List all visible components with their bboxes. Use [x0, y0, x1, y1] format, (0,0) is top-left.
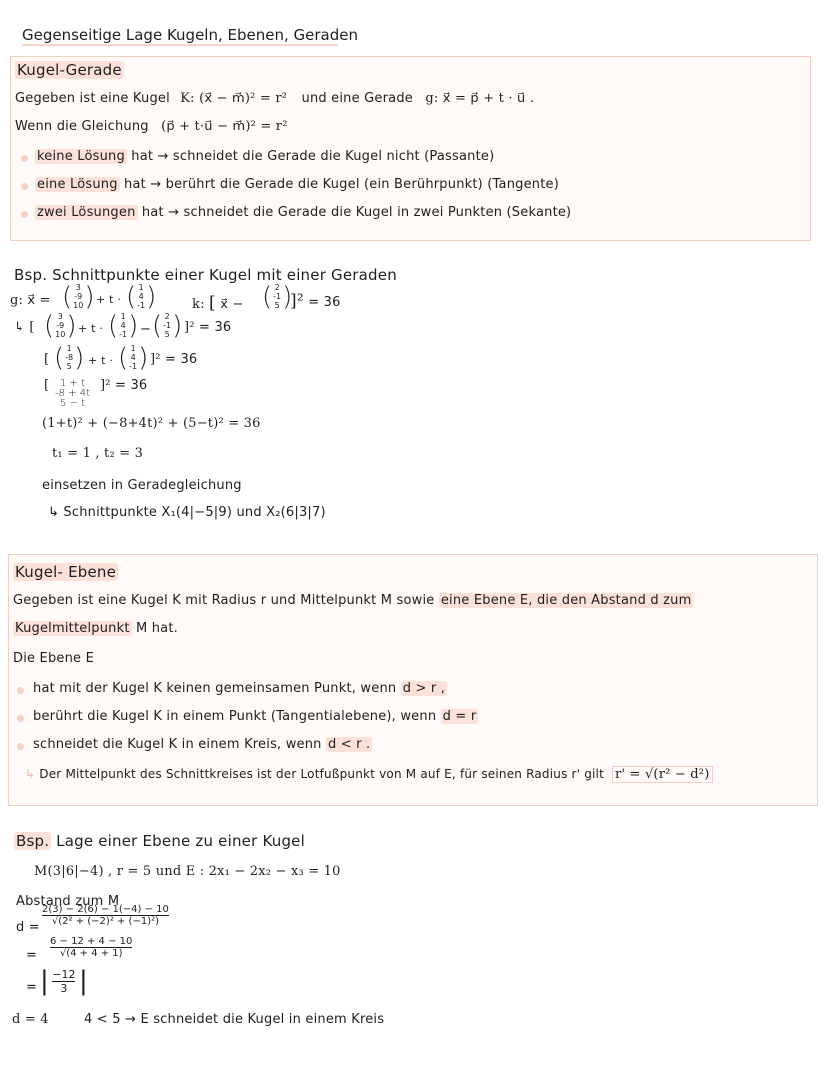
bullet — [21, 183, 28, 190]
eq-sign-2: = — [26, 948, 38, 963]
example2-heading: Bsp. Lage einer Ebene zu einer Kugel — [16, 832, 305, 850]
section-kugel-ebene — [8, 554, 818, 806]
step1-rhs: ]² = 36 — [184, 320, 232, 335]
line-g: g: x⃗ = — [10, 293, 51, 308]
fraction-1: 2(3) − 2(6) − 1(−4) − 10 √(2² + (−2)² + (−1)²) — [42, 904, 169, 927]
note-line: ↳ Der Mittelpunkt des Schnittkreises ist der Lotfußpunkt von M auf E, für seinen Radius r' gilt r' = √(r² − d²) — [25, 767, 713, 782]
k-rhs: ]² = 36 — [290, 291, 341, 311]
step1-vector-m: ( 2 -1 5 ) — [152, 310, 183, 341]
section-heading: Kugel-Gerade — [17, 61, 122, 79]
bullet — [21, 155, 28, 162]
case-circle: schneidet die Kugel K in einem Kreis, wenn d < r . — [33, 737, 371, 752]
step3-rhs: ]² = 36 — [100, 378, 148, 393]
fraction-2: 6 − 12 + 4 − 10 √(4 + 4 + 1) — [50, 936, 133, 959]
plus-t: + t · — [96, 293, 122, 306]
conclusion: 4 < 5 → E schneidet die Kugel in einem Kreis — [84, 1012, 385, 1027]
section2-heading: Kugel- Ebene — [15, 563, 117, 581]
insert-text: einsetzen in Geradegleichung — [42, 478, 242, 493]
bullet — [17, 687, 24, 694]
step1-plus-t: + t · — [78, 322, 104, 335]
section1-line2: Wenn die Gleichung (p⃗ + t·u⃗ − m⃗)² = r² — [15, 119, 288, 134]
section2-line3: Die Ebene E — [13, 651, 94, 666]
step3-open: [ — [44, 378, 50, 393]
step2-vector-u: ( 1 4 -1 ) — [118, 342, 149, 373]
abstand-label: Abstand zum M — [16, 894, 120, 909]
d-result: d = 4 — [12, 1012, 49, 1027]
step2-plus-t: + t · — [88, 354, 114, 367]
step2-vector-diff: ( 1 -8 5 ) — [54, 342, 85, 373]
title-underline — [22, 44, 338, 46]
line-k: k: [ x⃗ − — [192, 293, 244, 313]
case-tangente: eine Lösung hat → berührt die Gerade die Kugel (ein Berührpunkt) (Tangente) — [37, 177, 559, 192]
section1-line1: Gegeben ist eine Kugel K: (x⃗ − m⃗)² = r² und eine Gerade g: x⃗ = p⃗ + t · u⃗ . — [15, 91, 535, 106]
bullet — [21, 211, 28, 218]
section2-line2: Kugelmittelpunkt M hat. — [15, 621, 178, 636]
case-passante: keine Lösung hat → schneidet die Gerade die Kugel nicht (Passante) — [37, 149, 495, 164]
step3-vector-comb: 1 + t -8 + 4t 5 − t — [55, 378, 90, 409]
bullet — [17, 743, 24, 750]
expanded-equation: (1+t)² + (−8+4t)² + (5−t)² = 36 — [42, 416, 261, 431]
vector-p: ( 3 -9 10 ) — [62, 281, 95, 312]
section2-line1: Gegeben ist eine Kugel K mit Radius r und Mittelpunkt M sowie eine Ebene E, die den Abstand d zum — [13, 593, 692, 608]
step1-arrow: ↳ [ — [14, 320, 35, 335]
fraction-3-abs: | $\frac{-12}{3}$ | — [40, 966, 88, 996]
step2-open: [ — [44, 352, 50, 367]
case-no-point: hat mit der Kugel K keinen gemeinsamen Punkt, wenn d > r , — [33, 681, 446, 696]
vector-m: ( 2 -1 5 ) — [262, 281, 293, 312]
section-kugel-gerade — [10, 56, 811, 241]
case-one-point: berührt die Kugel K in einem Punkt (Tangentialebene), wenn d = r — [33, 709, 477, 724]
given-values: M(3|6|−4) , r = 5 und E : 2x₁ − 2x₂ − x₃ = 10 — [34, 864, 341, 879]
eq-sign-3: = — [26, 980, 38, 995]
intersection-result: ↳ Schnittpunkte X₁(4|−5|9) und X₂(6|3|7) — [48, 505, 326, 520]
example1-heading: Bsp. Schnittpunkte einer Kugel mit einer Geraden — [14, 266, 397, 284]
vector-u: ( 1 4 -1 ) — [126, 281, 157, 312]
step1-vector-u: ( 1 4 -1 ) — [108, 310, 139, 341]
d-label: d = — [16, 920, 40, 935]
case-sekante: zwei Lösungen hat → schneidet die Gerade die Kugel in zwei Punkten (Sekante) — [37, 205, 572, 220]
step1-vector-p: ( 3 -9 10 ) — [44, 310, 77, 341]
page-title: Gegenseitige Lage Kugeln, Ebenen, Geraden — [22, 26, 358, 44]
bullet — [17, 715, 24, 722]
step1-minus: − — [140, 322, 152, 337]
step2-rhs: ]² = 36 — [150, 352, 198, 367]
solutions: t₁ = 1 , t₂ = 3 — [52, 446, 144, 461]
